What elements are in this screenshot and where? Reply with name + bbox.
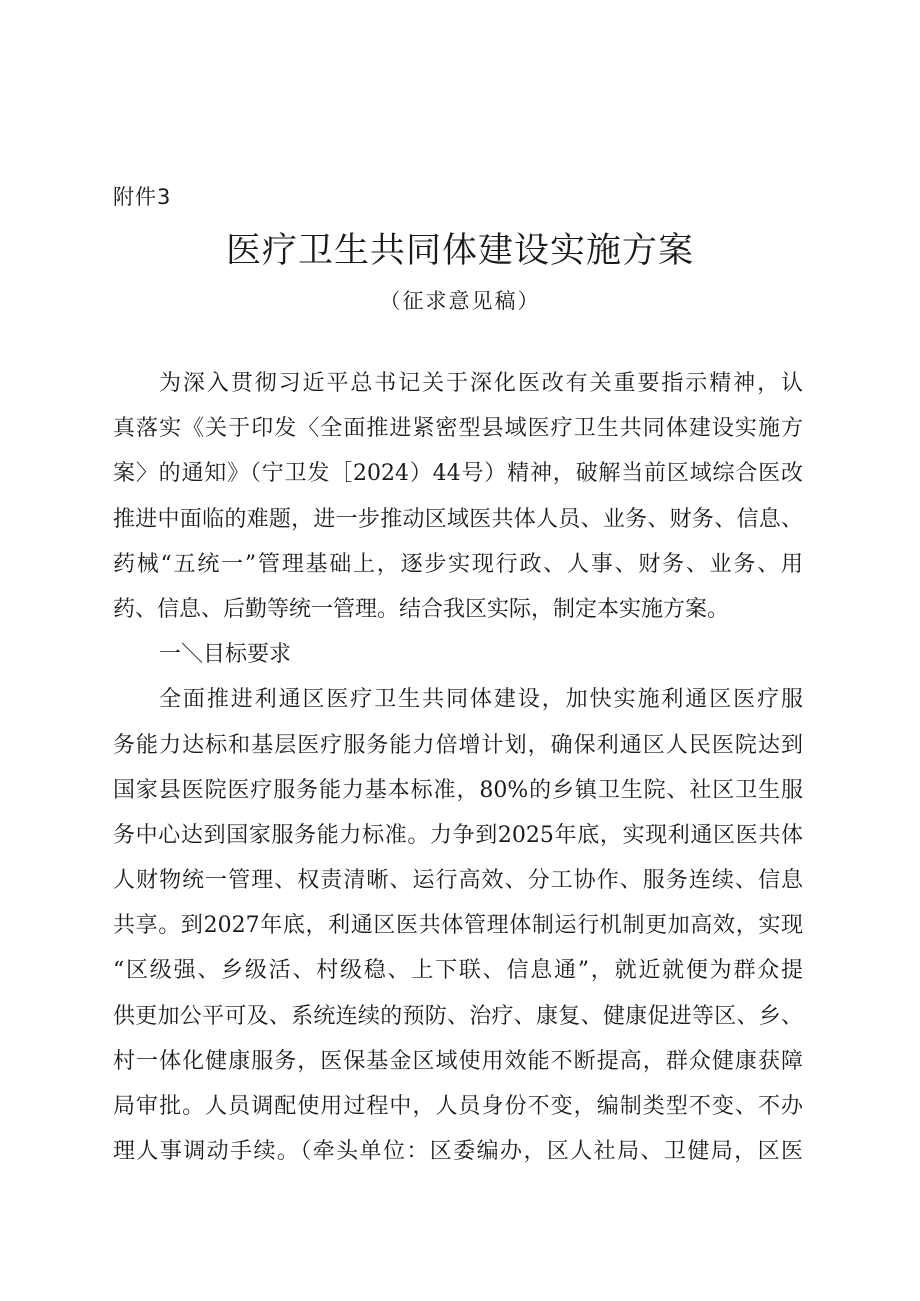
document-body (113, 369, 803, 1182)
paragraph-line: 务能力达标和基层医疗服务能力倍增计划，确保利通区人民医院达到 (113, 732, 803, 758)
attachment-label: 附件3 (113, 185, 172, 209)
paragraph-line: 药、信息、后勤等统一管理。结合我区实际，制定本实施方案。 (113, 596, 730, 622)
paragraph-line: 务中心达到国家服务能力标准。力争到2025年底，实现利通区医共体 (113, 822, 803, 848)
paragraph-line: 人财物统一管理、权责清晰、运行高效、分工协作、服务连续、信息 (113, 868, 803, 894)
paragraph-line: 村一体化健康服务，医保基金区域使用效能不断提高，群众健康获障 (113, 1048, 803, 1074)
section-heading: 一＼目标要求 (159, 642, 292, 668)
document-title: 医疗卫生共同体建设实施方案 (225, 231, 694, 271)
paragraph-line: 真落实《关于印发〈全面推进紧密型县域医疗卫生共同体建设实施方 (113, 416, 803, 442)
paragraph-line: 推进中面临的难题，进一步推动区域医共体人员、业务、财务、信息、 (113, 506, 803, 532)
paragraph-line: 供更加公平可及、系统连续的预防、治疗、康复、健康促进等区、乡、 (113, 1003, 803, 1029)
paragraph-line: 国家县医院医疗服务能力基本标准，80%的乡镇卫生院、社区卫生服 (113, 777, 803, 803)
paragraph-line: 共享。到2027年底，利通区医共体管理体制运行机制更加高效，实现 (113, 913, 803, 939)
paragraph-line: 理人事调动手续。（牵头单位：区委编办，区人社局、卫健局，区医 (113, 1139, 803, 1165)
paragraph-line: 案〉的通知》（宁卫发［2024）44号）精神，破解当前区域综合医改 (113, 461, 803, 487)
paragraph-line: 局审批。人员调配使用过程中，人员身份不变，编制类型不变、不办 (113, 1094, 803, 1119)
paragraph-line: 药械“五统一”管理基础上，逐步实现行政、人事、财务、业务、用 (113, 551, 803, 577)
paragraph-line: 全面推进利通区医疗卫生共同体建设，加快实施利通区医疗服 (159, 687, 803, 713)
paragraph-line: 为深入贯彻习近平总书记关于深化医改有关重要指示精神，认 (159, 371, 803, 396)
document-subtitle: （征求意见稿） (379, 289, 541, 313)
paragraph-line: “区级强、乡级活、村级稳、上下联、信息通”，就近就便为群众提 (113, 958, 803, 984)
